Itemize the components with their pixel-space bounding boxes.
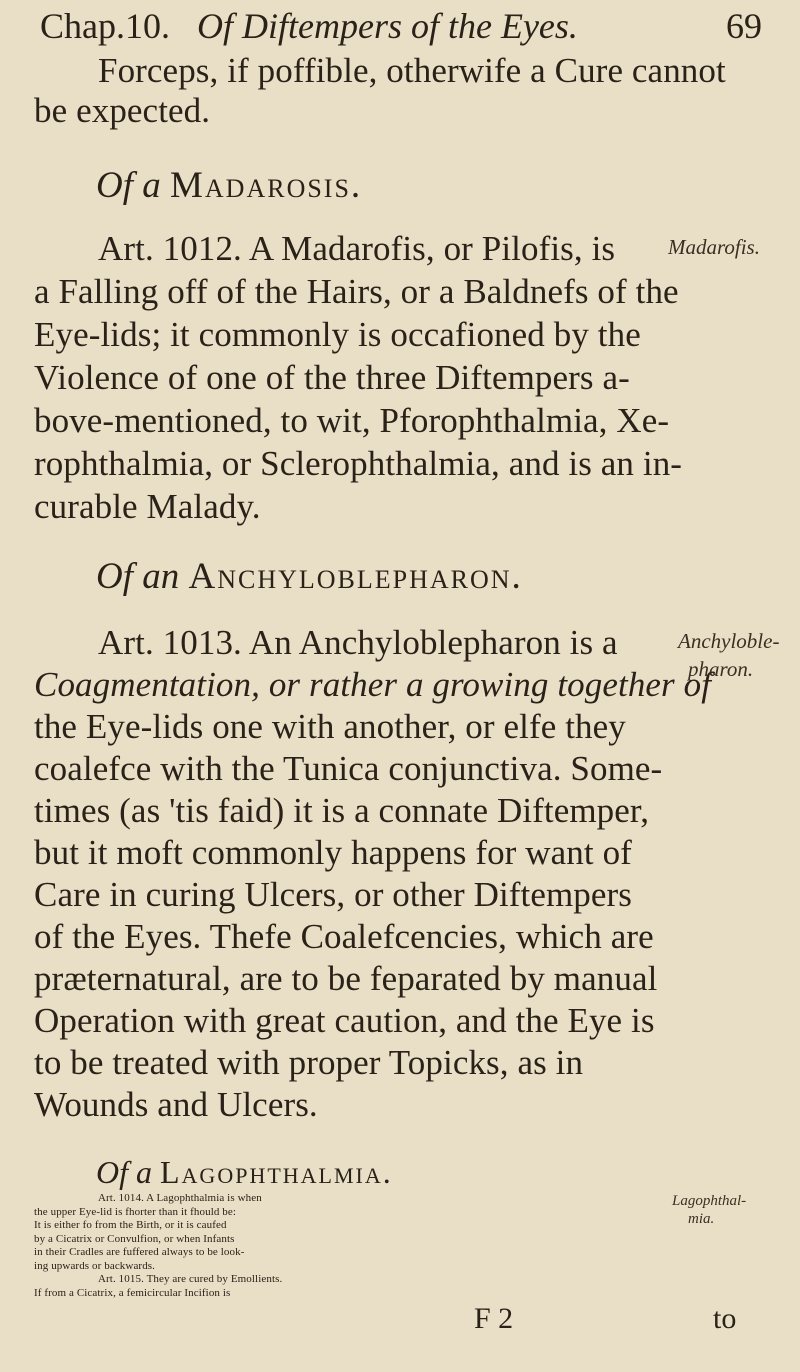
- text-line: ing upwards or backwards.: [34, 1259, 156, 1272]
- text-line: Operation with great caution, and the Eye is: [34, 1001, 655, 1040]
- text-line: a Falling off of the Hairs, or a Baldnefs of the: [34, 272, 679, 311]
- text-line: rophthalmia, or Sclerophthalmia, and is an in-: [34, 444, 683, 483]
- text-line: Forceps, if poffible, otherwife a Cure cannot: [98, 51, 726, 90]
- text-line: of the Eyes. Thefe Coalefcencies, which are: [34, 917, 654, 956]
- text-line: Art. 1012. A Madarofis, or Pilofis, is: [98, 229, 616, 268]
- section-heading-lagophthalmia: Of a Lagophthalmia.: [96, 1154, 393, 1190]
- text-line: the upper Eye-lid is fhorter than it fhould be:: [34, 1205, 237, 1218]
- text-line: Coagmentation, or rather a growing together of: [34, 665, 712, 704]
- catchword: to: [713, 1302, 737, 1335]
- text-line: Art. 1013. An Anchyloblepharon is a: [98, 623, 618, 662]
- margin-note: Madarofis.: [668, 235, 760, 259]
- text-line: by a Cicatrix or Convulfion, or when Infants: [34, 1232, 235, 1245]
- running-head: [40, 4, 578, 48]
- chapter-label: Chap.10.: [40, 6, 170, 46]
- section-heading-madarosis: Of a Madarosis.: [96, 165, 363, 206]
- page-title: Of Diftempers of the Eyes.: [197, 6, 578, 46]
- text-line: the Eye-lids one with another, or elfe they: [34, 707, 626, 746]
- page-number: 69: [726, 6, 762, 46]
- text-line: Art. 1015. They are cured by Emollients.: [98, 1273, 283, 1285]
- text-line: Eye-lids; it commonly is occafioned by the: [34, 315, 641, 354]
- text-line: times (as 'tis faid) it is a connate Diftemper,: [34, 791, 650, 830]
- text-line: curable Malady.: [34, 487, 261, 526]
- section-heading-anchyloblepharon: Of an Anchyloblepharon.: [96, 556, 523, 597]
- text-line: præternatural, are to be feparated by manual: [34, 959, 658, 998]
- text-line: but it moft commonly happens for want of: [34, 833, 632, 872]
- text-line: be expected.: [34, 91, 211, 130]
- margin-note: mia.: [688, 1211, 715, 1227]
- signature-mark: F 2: [474, 1302, 514, 1335]
- text-line: Care in curing Ulcers, or other Diftempers: [34, 875, 633, 914]
- margin-note: Lagophthal-: [672, 1193, 747, 1209]
- text-line: Art. 1014. A Lagophthalmia is when: [98, 1192, 262, 1204]
- text-line: It is either fo from the Birth, or it is caufed: [34, 1219, 227, 1231]
- text-line: Violence of one of the three Diftempers a-: [34, 358, 630, 397]
- text-line: If from a Cicatrix, a femicircular Incifion is: [34, 1286, 231, 1299]
- text-line: bove-mentioned, to wit, Pforophthalmia, Xe-: [34, 401, 670, 440]
- margin-note: Anchyloble-: [678, 629, 780, 653]
- text-line: coalefce with the Tunica conjunctiva. Some-: [34, 749, 663, 788]
- text-line: in their Cradles are fuffered always to be look-: [34, 1246, 245, 1258]
- text-line: to be treated with proper Topicks, as in: [34, 1043, 584, 1082]
- text-line: Wounds and Ulcers.: [34, 1085, 318, 1124]
- margin-note: pharon.: [688, 657, 754, 681]
